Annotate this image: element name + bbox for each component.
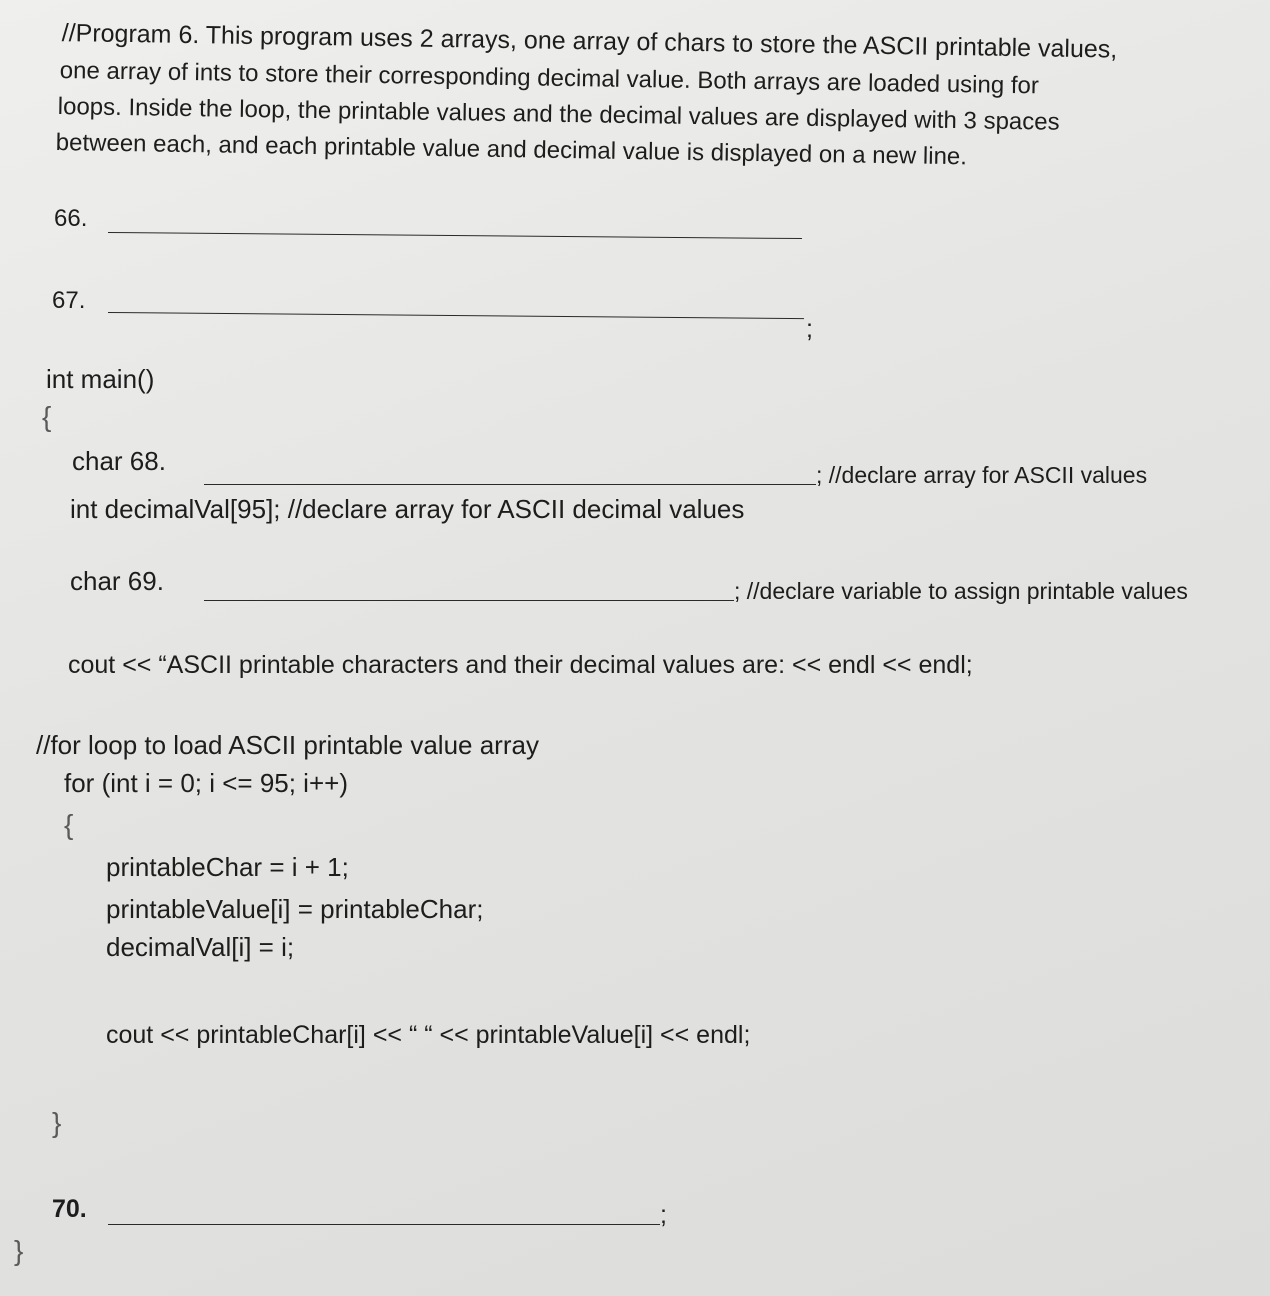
- question-69-label: char 69.: [70, 566, 164, 596]
- main-close-brace: }: [14, 1235, 24, 1266]
- decimal-array-declaration: int decimalVal[95]; //declare array for ASCII decimal values: [70, 494, 745, 524]
- for-loop-close-brace: }: [52, 1107, 62, 1138]
- question-68-comment: ; //declare array for ASCII values: [816, 462, 1148, 488]
- intro-line-1: //Program 6. This program uses 2 arrays, one array of chars to store the ASCII printable values,: [61, 18, 1118, 64]
- question-68-label: char 68.: [72, 446, 166, 476]
- loop-statement-2: printableValue[i] = printableChar;: [106, 894, 484, 924]
- question-69-blank[interactable]: [204, 600, 734, 601]
- for-loop-comment: //for loop to load ASCII printable value array: [36, 730, 539, 760]
- question-66-blank[interactable]: [108, 232, 802, 239]
- intro-line-3: loops. Inside the loop, the printable values and the decimal values are displayed with 3 spaces: [57, 92, 1060, 136]
- question-68-blank[interactable]: [204, 484, 816, 485]
- for-loop-statement: for (int i = 0; i <= 95; i++): [64, 768, 348, 798]
- loop-statement-1: printableChar = i + 1;: [106, 852, 349, 882]
- intro-line-2: one array of ints to store their corresponding decimal value. Both arrays are loaded using for: [59, 56, 1040, 100]
- question-67-blank[interactable]: [108, 312, 804, 319]
- question-70-label: 70.: [52, 1195, 87, 1223]
- intro-line-4: between each, and each printable value and decimal value is displayed on a new line.: [55, 128, 968, 171]
- cout-header-statement: cout << “ASCII printable characters and their decimal values are: << endl << endl;: [68, 651, 973, 679]
- main-signature: int main(): [46, 364, 155, 394]
- question-67-label: 67.: [52, 287, 86, 314]
- loop-cout-statement: cout << printableChar[i] << “ “ << printableValue[i] << endl;: [106, 1021, 751, 1049]
- question-66-label: 66.: [54, 205, 88, 232]
- for-loop-open-brace: {: [64, 809, 74, 840]
- question-69-comment: ; //declare variable to assign printable values: [734, 578, 1188, 604]
- question-70-semicolon: ;: [660, 1201, 667, 1229]
- loop-statement-3: decimalVal[i] = i;: [106, 932, 295, 962]
- main-open-brace: {: [42, 401, 52, 432]
- question-70-blank[interactable]: [108, 1224, 660, 1225]
- question-67-semicolon: ;: [806, 315, 813, 343]
